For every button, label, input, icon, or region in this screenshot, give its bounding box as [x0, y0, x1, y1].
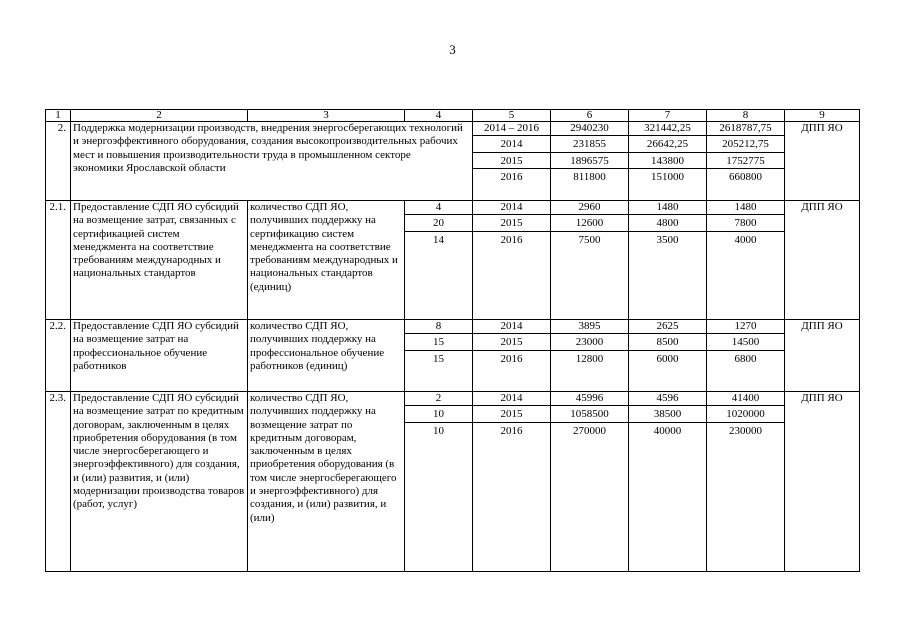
- count-value: 14: [433, 233, 444, 246]
- indicator-text: количество СДП ЯО, получивших поддержку на профессиональное обучение работников (единиц): [248, 320, 405, 392]
- regional-value: 4800: [629, 217, 706, 231]
- years-cell: [473, 320, 551, 392]
- total-value: 270000: [573, 424, 606, 437]
- measure-text: Предоставление СДП ЯО субсидий на возмещение затрат по кредитным договорам, заключенным в целях приобретения оборудования (в том числе энергосберегающего и энергоэффективного) для создания, и (или) развития, и (или) модернизации производства товаров (работ, услуг): [71, 392, 248, 572]
- total-value: 231855: [551, 138, 628, 152]
- federal-value: 4000: [734, 233, 757, 246]
- count-value: 20: [405, 217, 472, 231]
- federal-value: 1270: [707, 320, 784, 334]
- count-value: 15: [433, 352, 444, 365]
- year-value: 2014: [473, 138, 550, 152]
- table-row-2-3: [46, 392, 860, 572]
- total-cell: [551, 201, 629, 320]
- total-value: 23000: [551, 336, 628, 350]
- total-value: 12600: [551, 217, 628, 231]
- federal-value: 7800: [707, 217, 784, 231]
- regional-value: 8500: [629, 336, 706, 350]
- federal-value: 1480: [707, 201, 784, 215]
- count-cell: [405, 201, 473, 320]
- count-cell: [405, 320, 473, 392]
- regional-value: 3500: [656, 233, 679, 246]
- year-value: 2015: [473, 408, 550, 422]
- total-value: 45996: [551, 392, 628, 406]
- executor-cell: ДПП ЯО: [785, 392, 860, 572]
- federal-value: 205212,75: [707, 138, 784, 152]
- row-number: 2.1.: [46, 201, 71, 320]
- header-cell: 5: [473, 110, 551, 122]
- page-number: 3: [449, 42, 456, 57]
- executor-cell: ДПП ЯО: [785, 320, 860, 392]
- total-value: 811800: [573, 170, 606, 183]
- measure-text: Предоставление СДП ЯО субсидий на возмещение затрат, связанных с сертификацией систем менеджмента на соответствие требованиям международных и национальных стандартов: [71, 201, 248, 320]
- table-row-2-1: [46, 201, 860, 320]
- total-value: 7500: [578, 233, 601, 246]
- year-value: 2016: [500, 352, 523, 365]
- years-cell: [473, 392, 551, 572]
- measure-text: [71, 122, 473, 201]
- federal-value: 230000: [729, 424, 762, 437]
- total-value: 2940230: [551, 122, 628, 136]
- regional-value: 1480: [629, 201, 706, 215]
- table-row-2: [46, 122, 860, 201]
- regional-value: 321442,25: [629, 122, 706, 136]
- years-cell: [473, 201, 551, 320]
- year-value: 2015: [473, 217, 550, 231]
- federal-value: 1752775: [707, 155, 784, 169]
- header-cell: 8: [707, 110, 785, 122]
- regional-value: 40000: [653, 424, 682, 437]
- count-value: 2: [405, 392, 472, 406]
- year-value: 2015: [473, 155, 550, 169]
- total-value: 1896575: [551, 155, 628, 169]
- regional-value: 151000: [651, 170, 684, 183]
- regional-value: 6000: [656, 352, 679, 365]
- regional-cell: [629, 320, 707, 392]
- year-value: 2016: [500, 170, 523, 183]
- header-row: [46, 110, 860, 122]
- total-cell: [551, 122, 629, 201]
- header-cell: 2: [71, 110, 248, 122]
- federal-cell: [707, 122, 785, 201]
- regional-value: 38500: [629, 408, 706, 422]
- total-value: 1058500: [551, 408, 628, 422]
- years-cell: [473, 122, 551, 201]
- regional-value: 2625: [629, 320, 706, 334]
- total-value: 2960: [551, 201, 628, 215]
- count-cell: [405, 392, 473, 572]
- year-value: 2014: [473, 201, 550, 215]
- header-cell: 1: [46, 110, 71, 122]
- measure-text-content: Поддержка модернизации производств, внедрения энергосберегающих технологий и энергоэффективного оборудования, создания высокопроизводительных рабочих мест и повышения производительности труда в промышленном секторе экономики Ярославской области: [73, 122, 463, 174]
- total-cell: [551, 392, 629, 572]
- year-value: 2016: [500, 424, 523, 437]
- row-number: 2.: [46, 122, 71, 201]
- count-value: 10: [433, 424, 444, 437]
- executor-cell: ДПП ЯО: [785, 122, 860, 201]
- year-value: 2016: [500, 233, 523, 246]
- indicator-text: количество СДП ЯО, получивших поддержку на возмещение затрат по кредитным договорам, заключенным в целях приобретения оборудования (в том числе энергосберегающего и энергоэффективного) для создания, и (или) развития, и (или): [248, 392, 405, 572]
- federal-value: 660800: [729, 170, 762, 183]
- year-value: 2014 – 2016: [473, 122, 550, 136]
- year-value: 2014: [473, 320, 550, 334]
- federal-value: 14500: [707, 336, 784, 350]
- regional-cell: [629, 392, 707, 572]
- regional-value: 26642,25: [629, 138, 706, 152]
- header-cell: 9: [785, 110, 860, 122]
- regional-cell: [629, 122, 707, 201]
- federal-cell: [707, 392, 785, 572]
- federal-value: 1020000: [707, 408, 784, 422]
- count-value: 15: [405, 336, 472, 350]
- total-value: 12800: [575, 352, 604, 365]
- count-value: 10: [405, 408, 472, 422]
- federal-value: 2618787,75: [707, 122, 784, 136]
- header-cell: 7: [629, 110, 707, 122]
- header-cell: 3: [248, 110, 405, 122]
- federal-cell: [707, 320, 785, 392]
- table-row-2-2: [46, 320, 860, 392]
- executor-cell: ДПП ЯО: [785, 201, 860, 320]
- row-number: 2.3.: [46, 392, 71, 572]
- count-value: 4: [405, 201, 472, 215]
- count-value: 8: [405, 320, 472, 334]
- year-value: 2015: [473, 336, 550, 350]
- header-cell: 4: [405, 110, 473, 122]
- federal-cell: [707, 201, 785, 320]
- program-table: [45, 109, 860, 572]
- year-value: 2014: [473, 392, 550, 406]
- regional-cell: [629, 201, 707, 320]
- measure-text: Предоставление СДП ЯО субсидий на возмещение затрат на профессиональное обучение работников: [71, 320, 248, 392]
- federal-value: 6800: [734, 352, 757, 365]
- total-cell: [551, 320, 629, 392]
- federal-value: 41400: [707, 392, 784, 406]
- row-number: 2.2.: [46, 320, 71, 392]
- indicator-text: количество СДП ЯО, получивших поддержку на сертификацию систем менеджмента на соответствие требованиям международных и национальных стандартов (единиц): [248, 201, 405, 320]
- regional-value: 143800: [629, 155, 706, 169]
- regional-value: 4596: [629, 392, 706, 406]
- total-value: 3895: [551, 320, 628, 334]
- header-cell: 6: [551, 110, 629, 122]
